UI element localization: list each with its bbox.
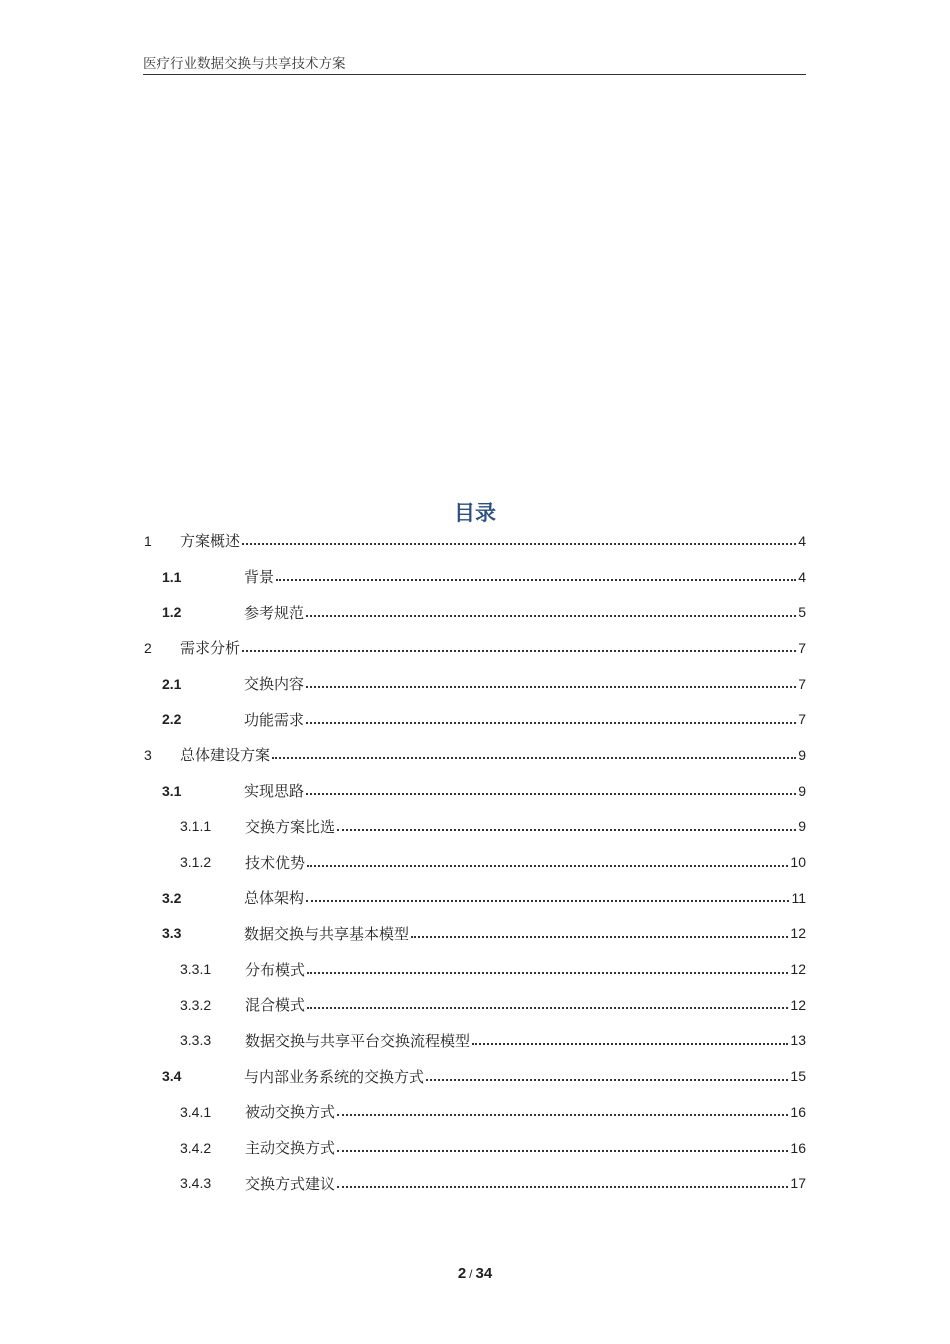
toc-entry-page: 4 xyxy=(798,532,806,549)
toc-entry-number: 3.1.1 xyxy=(180,818,212,835)
toc-entry-page: 7 xyxy=(798,711,806,728)
toc-entry[interactable] xyxy=(144,1130,806,1166)
dot-leader xyxy=(242,542,796,545)
toc-entry-number: 3.3 xyxy=(162,925,182,942)
toc-entry-title: 交换方式建议 xyxy=(245,1174,336,1193)
toc-entry-title: 与内部业务系统的交换方式 xyxy=(244,1067,425,1086)
dot-leader xyxy=(426,1078,788,1081)
toc-entry[interactable] xyxy=(144,1023,806,1059)
dot-leader xyxy=(307,1006,788,1009)
header-title: 医疗行业数据交换与共享技术方案 xyxy=(143,56,346,72)
toc-entry-title: 混合模式 xyxy=(245,996,306,1015)
toc-entry-number: 3.4.1 xyxy=(180,1103,212,1120)
toc-entry-number: 3.4 xyxy=(162,1068,182,1085)
toc-entry[interactable] xyxy=(144,630,806,666)
toc-entry-page: 9 xyxy=(798,746,806,763)
dot-leader xyxy=(306,792,796,795)
toc-entry-number: 3.3.2 xyxy=(180,996,212,1013)
toc-entry-number: 2.1 xyxy=(162,675,182,692)
toc-entry[interactable] xyxy=(144,844,806,880)
dot-leader xyxy=(307,864,788,867)
toc-entry-page: 7 xyxy=(798,639,806,656)
dot-leader xyxy=(337,1149,788,1152)
toc-entry-title: 交换方案比选 xyxy=(245,817,336,836)
toc-entry-number: 2 xyxy=(144,639,152,656)
toc-entry-number: 3.4.3 xyxy=(180,1175,212,1192)
toc-entry-page: 7 xyxy=(798,675,806,692)
toc-entry-title: 方案概述 xyxy=(180,532,241,551)
dot-leader xyxy=(337,828,796,831)
dot-leader xyxy=(276,578,796,581)
toc-entry-title: 总体建设方案 xyxy=(180,746,271,765)
toc-entry-page: 4 xyxy=(798,568,806,585)
toc-entry-number: 1.2 xyxy=(162,604,182,621)
page-footer xyxy=(0,1265,950,1282)
toc-entry[interactable] xyxy=(144,773,806,809)
toc-entry-page: 5 xyxy=(798,604,806,621)
toc-entry-number: 3.4.2 xyxy=(180,1139,212,1156)
toc-entry-title: 数据交换与共享平台交换流程模型 xyxy=(245,1031,471,1050)
toc-entry-number: 3.1.2 xyxy=(180,854,212,871)
dot-leader xyxy=(337,1185,788,1188)
toc-entry-page: 12 xyxy=(790,996,806,1013)
toc-title: 目录 xyxy=(454,501,496,525)
page-separator: / xyxy=(469,1267,473,1281)
toc-entry[interactable] xyxy=(144,880,806,916)
dot-leader xyxy=(272,756,796,759)
toc-entry-page: 13 xyxy=(790,1032,806,1049)
toc-entry-title: 总体架构 xyxy=(244,889,305,908)
running-header xyxy=(143,54,806,75)
toc-entry[interactable] xyxy=(144,1094,806,1130)
toc-entry-number: 1.1 xyxy=(162,568,182,585)
dot-leader xyxy=(472,1042,788,1045)
toc-entry-title: 背景 xyxy=(244,568,275,587)
toc-entry[interactable] xyxy=(144,737,806,773)
toc-entry-number: 3.2 xyxy=(162,889,182,906)
toc-entry-title: 需求分析 xyxy=(180,639,241,658)
toc-entry[interactable] xyxy=(144,916,806,952)
toc-entry-page: 11 xyxy=(791,889,806,906)
toc-entry-number: 2.2 xyxy=(162,711,182,728)
toc-entry[interactable] xyxy=(144,559,806,595)
toc-entry-title: 功能需求 xyxy=(244,710,305,729)
toc-entry[interactable] xyxy=(144,1058,806,1094)
toc-entry[interactable] xyxy=(144,951,806,987)
toc-entry-number: 3.3.1 xyxy=(180,961,212,978)
toc-entry-number: 3.3.3 xyxy=(180,1032,212,1049)
toc-entry-title: 数据交换与共享基本模型 xyxy=(244,924,410,943)
toc-entry-title: 实现思路 xyxy=(244,782,305,801)
toc-entry-page: 9 xyxy=(798,782,806,799)
toc-entry-page: 10 xyxy=(790,854,806,871)
dot-leader xyxy=(306,721,796,724)
dot-leader xyxy=(306,899,789,902)
toc-entry-number: 3.1 xyxy=(162,782,182,799)
toc-entry-title: 交换内容 xyxy=(244,675,305,694)
toc-entry-title: 被动交换方式 xyxy=(245,1103,336,1122)
toc-entry-number: 3 xyxy=(144,746,152,763)
toc-entry-page: 16 xyxy=(790,1103,806,1120)
toc-entry[interactable] xyxy=(144,809,806,845)
dot-leader xyxy=(337,1113,788,1116)
toc-entry-page: 12 xyxy=(790,961,806,978)
toc-entry[interactable] xyxy=(144,1165,806,1201)
toc-entry[interactable] xyxy=(144,701,806,737)
table-of-contents xyxy=(144,523,806,1201)
toc-entry-number: 1 xyxy=(144,532,152,549)
current-page-number: 2 xyxy=(457,1265,467,1282)
total-pages: 34 xyxy=(475,1265,493,1282)
dot-leader xyxy=(306,685,796,688)
toc-entry[interactable] xyxy=(144,987,806,1023)
dot-leader xyxy=(307,971,788,974)
toc-entry-page: 12 xyxy=(790,925,806,942)
toc-entry-page: 16 xyxy=(790,1139,806,1156)
toc-entry[interactable] xyxy=(144,594,806,630)
toc-entry-page: 17 xyxy=(790,1175,806,1192)
toc-entry-title: 分布模式 xyxy=(245,960,306,979)
toc-entry-page: 9 xyxy=(798,818,806,835)
toc-entry-page: 15 xyxy=(790,1068,806,1085)
dot-leader xyxy=(306,614,796,617)
dot-leader xyxy=(242,649,796,652)
toc-entry[interactable] xyxy=(144,523,806,559)
toc-entry[interactable] xyxy=(144,666,806,702)
dot-leader xyxy=(411,935,788,938)
toc-entry-title: 技术优势 xyxy=(245,853,306,872)
toc-entry-title: 主动交换方式 xyxy=(245,1139,336,1158)
toc-entry-title: 参考规范 xyxy=(244,603,305,622)
